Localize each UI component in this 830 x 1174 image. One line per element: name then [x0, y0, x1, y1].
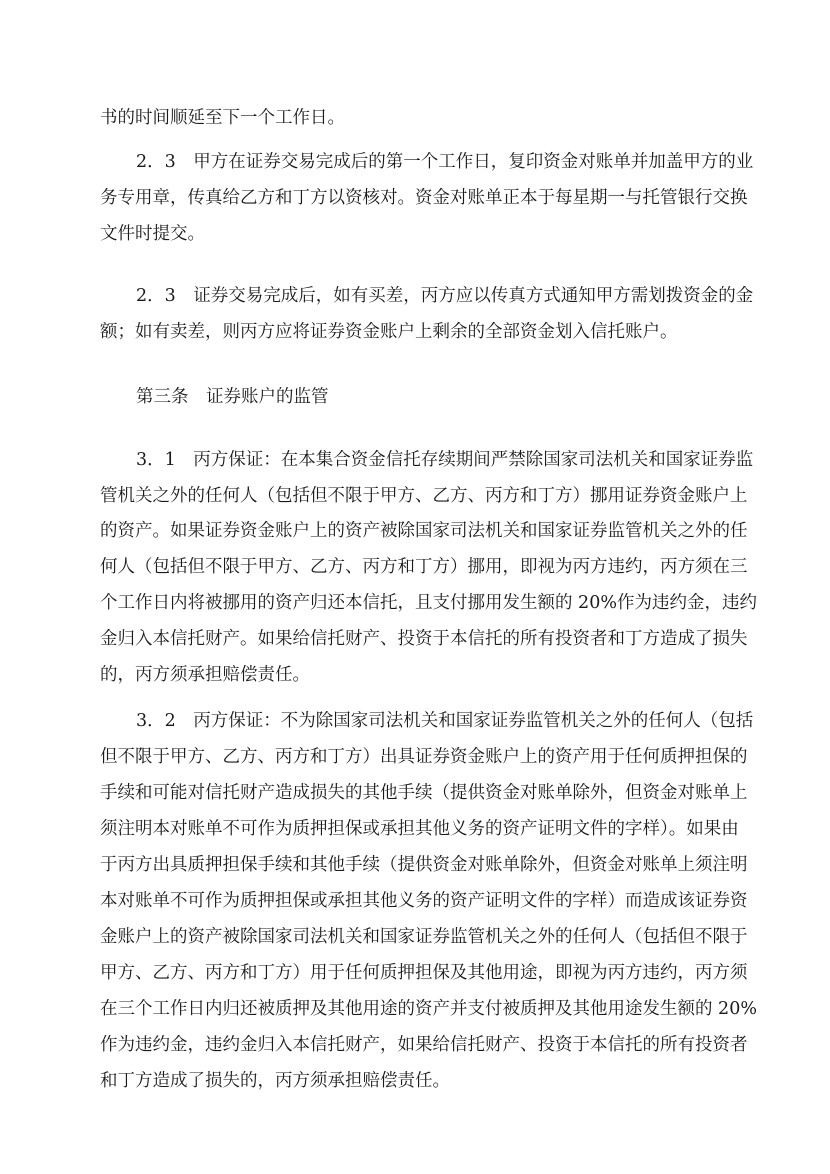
- text-line: 个工作日内将被挪用的资产归还本信托，且支付挪用发生额的 20%作为违约金，违约: [100, 593, 757, 613]
- text-line: 甲方、乙方、丙方和丁方）用于任何质押担保及其他用途，即视为丙方违约，丙方须: [100, 963, 748, 983]
- text-line: 2．3 证券交易完成后，如有买差，丙方应以传真方式通知甲方需划拨资金的金: [136, 286, 754, 306]
- text-line: 金归入本信托财产。如果给信托财产、投资于本信托的所有投资者和丁方造成了损失: [100, 629, 748, 649]
- text-line: 3．1 丙方保证：在本集合资金信托存续期间严禁除国家司法机关和国家证券监: [136, 450, 754, 470]
- text-line: 2．3 甲方在证券交易完成后的第一个工作日，复印资金对账单并加盖甲方的业: [136, 152, 754, 172]
- text-line: 书的时间顺延至下一个工作日。: [100, 108, 345, 128]
- text-line: 管机关之外的任何人（包括但不限于甲方、乙方、丙方和丁方）挪用证券资金账户上: [100, 486, 748, 506]
- heading-text: 第三条 证券账户的监管: [136, 387, 329, 407]
- text-line: 须注明本对账单不可作为质押担保或承担其他义务的资产证明文件的字样）。如果由: [100, 819, 739, 839]
- text-line: 文件时提交。: [100, 224, 205, 244]
- text-line: 3．2 丙方保证：不为除国家司法机关和国家证券监管机关之外的任何人（包括: [136, 711, 754, 731]
- text-line: 但不限于甲方、乙方、丙方和丁方）出具证券资金账户上的资产用于任何质押担保的: [100, 747, 748, 767]
- text-line: 和丁方造成了损失的，丙方须承担赔偿责任。: [100, 1071, 450, 1091]
- text-line: 额；如有卖差，则丙方应将证券资金账户上剩余的全部资金划入信托账户。: [100, 322, 678, 342]
- text-line: 手续和可能对信托财产造成损失的其他手续（提供资金对账单除外，但资金对账单上: [100, 783, 748, 803]
- text-line: 本对账单不可作为质押担保或承担其他义务的资产证明文件的字样）而造成该证券资: [100, 891, 748, 911]
- text-line: 在三个工作日内归还被质押及其他用途的资产并支付被质押及其他用途发生额的 20%: [100, 999, 757, 1019]
- text-line: 的，丙方须承担赔偿责任。: [100, 665, 310, 685]
- text-line: 金账户上的资产被除国家司法机关和国家证券监管机关之外的任何人（包括但不限于: [100, 927, 748, 947]
- text-line: 于丙方出具质押担保手续和其他手续（提供资金对账单除外，但资金对账单上须注明: [100, 855, 748, 875]
- text-line: 务专用章，传真给乙方和丁方以资核对。资金对账单正本于每星期一与托管银行交换: [100, 188, 748, 208]
- text-line: 何人（包括但不限于甲方、乙方、丙方和丁方）挪用，即视为丙方违约，丙方须在三: [100, 557, 748, 577]
- text-line: 作为违约金，违约金归入本信托财产，如果给信托财产、投资于本信托的所有投资者: [100, 1035, 748, 1055]
- text-line: 的资产。如果证券资金账户上的资产被除国家司法机关和国家证券监管机关之外的任: [100, 521, 748, 541]
